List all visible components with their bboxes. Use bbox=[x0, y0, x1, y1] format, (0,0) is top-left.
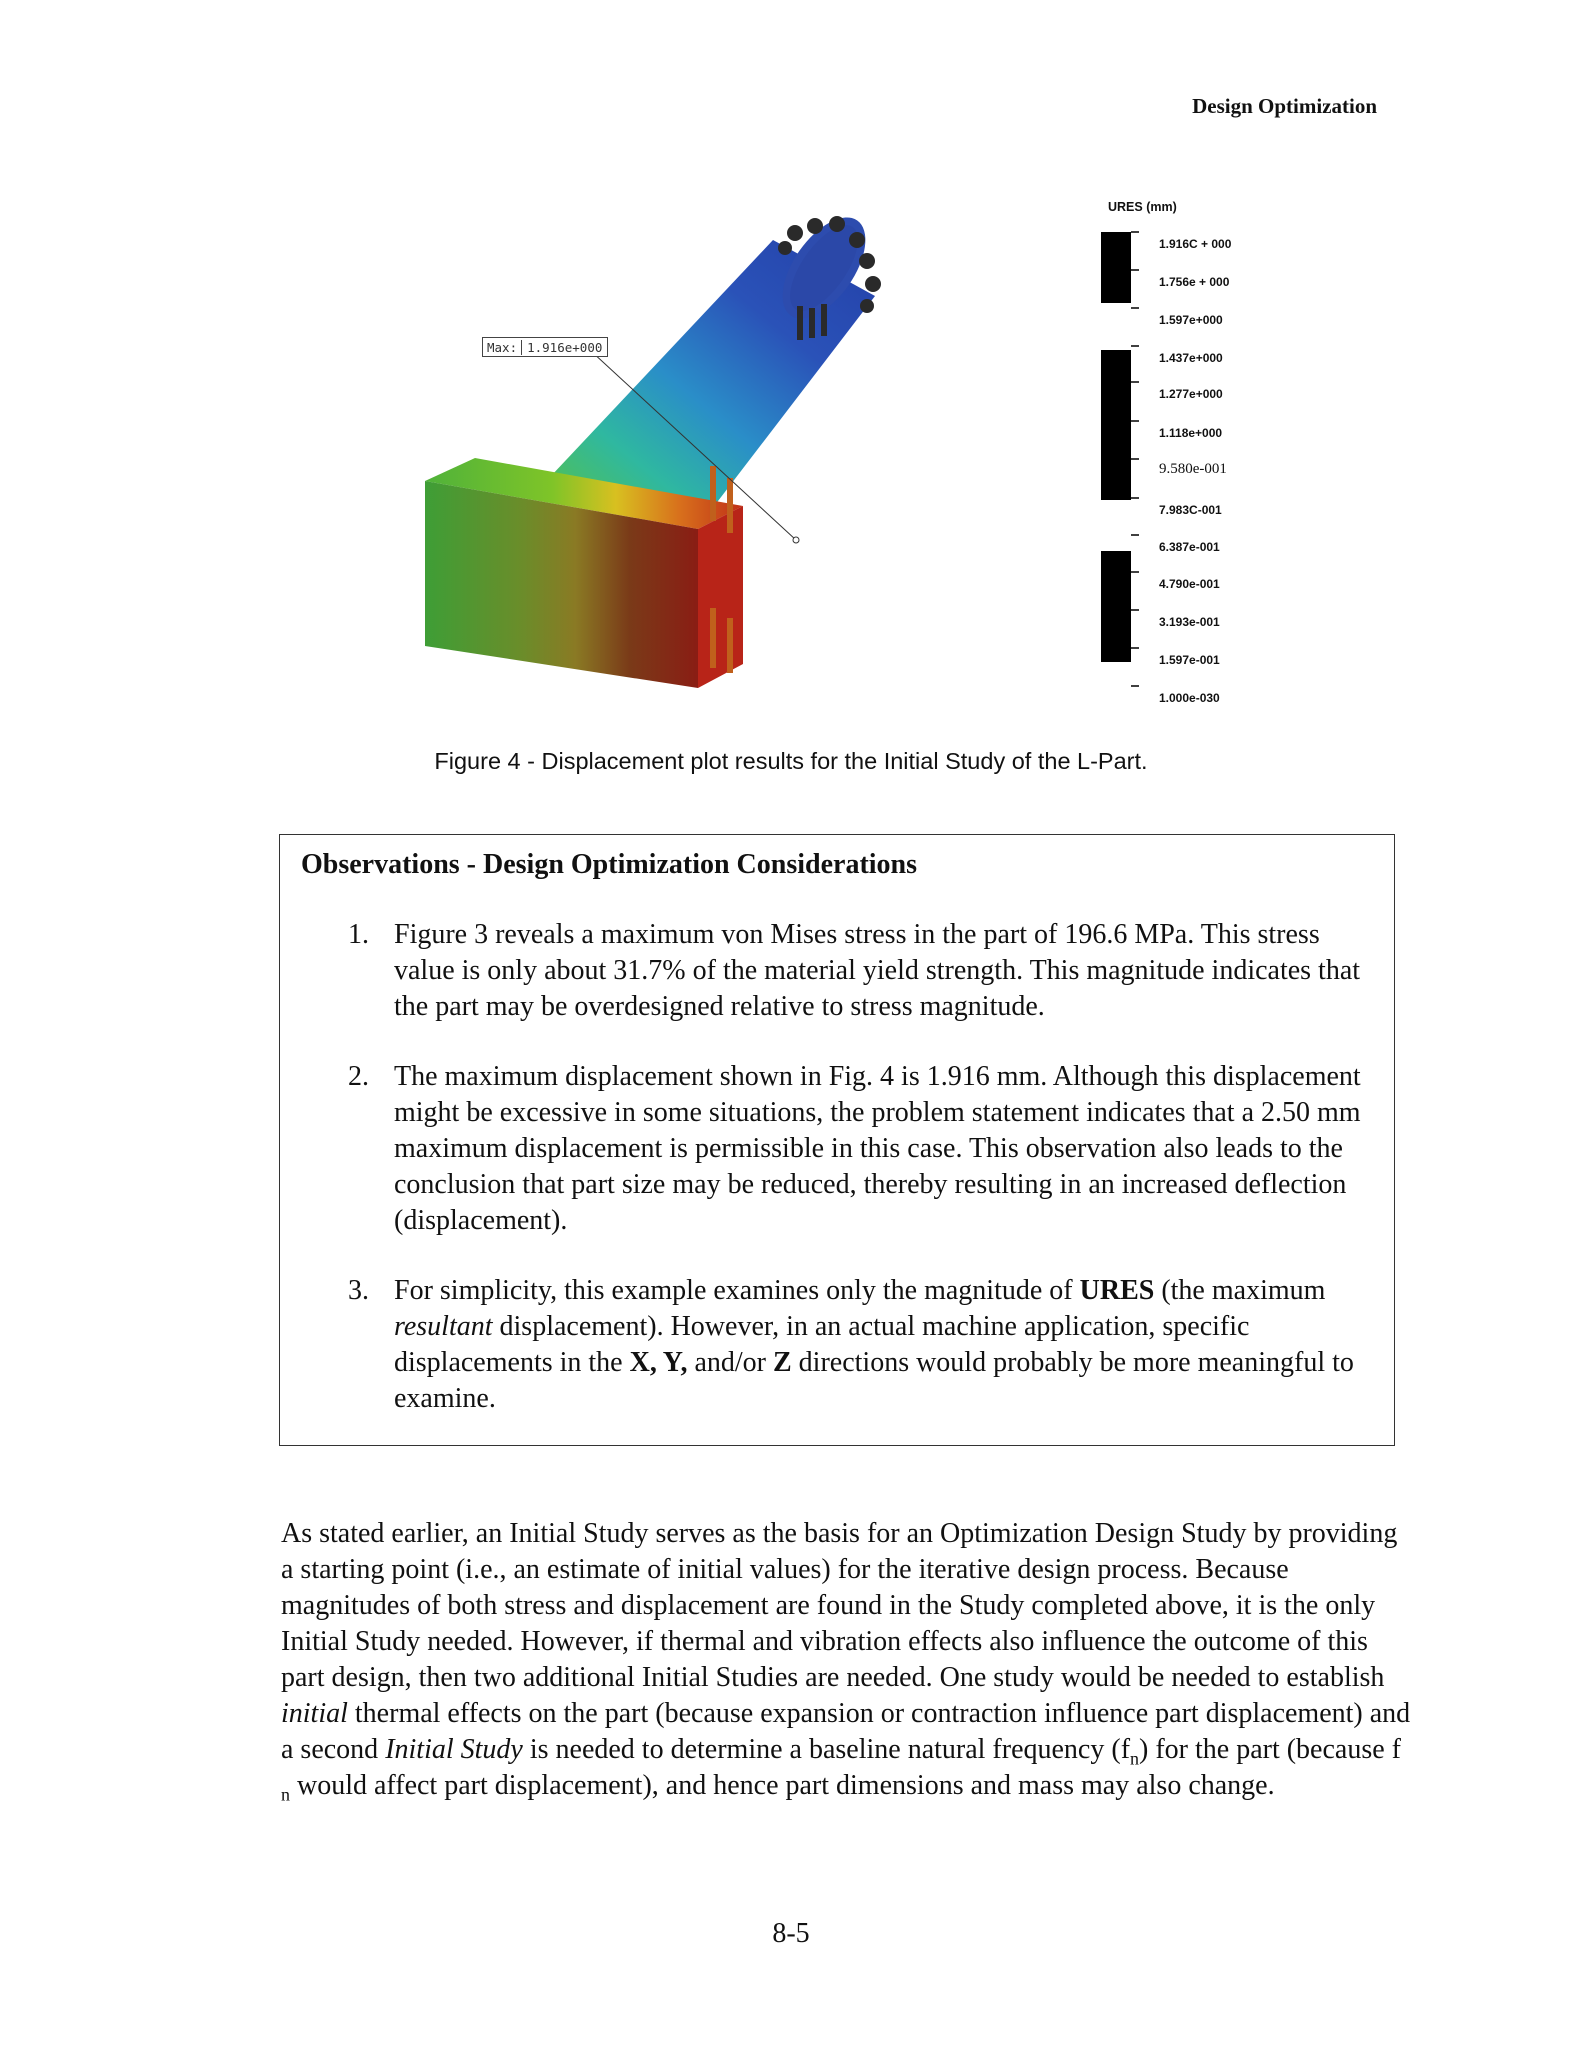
legend-label: 9.580e-001 bbox=[1159, 461, 1227, 477]
item-text: The maximum displacement shown in Fig. 4 is 1.916 mm. Although this displacement might be excessive in some situations, the problem statement indicates that a 2.50 mm maximum displacement is permissible in this case. This observation also leads to the conclusion that part size may be reduced, thereby resulting in an increased deflection (displacement). bbox=[394, 1061, 1361, 1236]
text-run: As stated earlier, an Initial Study serves as the basis for an Optimization Design Study by providing a starting point (i.e., an estimate of initial values) for the iterative design process. Because magnitudes of both stress and displacement are found in the Study completed above, it is the only Initial Study needed. However, if thermal and vibration effects also influence the outcome of this part design, then two additional Initial Studies are needed. One study would be needed to establish bbox=[281, 1518, 1398, 1693]
displacement-figure bbox=[405, 188, 1285, 718]
body-paragraph bbox=[281, 1516, 1411, 1804]
bold-term: Z bbox=[772, 1347, 792, 1378]
max-value: 1.916e+000 bbox=[527, 339, 603, 355]
legend-label: 1.118e+000 bbox=[1159, 426, 1223, 440]
text-run: displacement). However, in an actual machine application, specific displacements in the bbox=[394, 1311, 1250, 1378]
italic-term: Initial Study bbox=[385, 1734, 523, 1765]
max-key: Max: bbox=[483, 340, 522, 355]
list-item bbox=[280, 1059, 1394, 1239]
item-number: 3. bbox=[348, 1275, 369, 1306]
text-run: thermal effects on the part (because expansion or contraction influence part displacement) and a second bbox=[281, 1698, 1411, 1765]
running-head: Design Optimization bbox=[1192, 94, 1377, 118]
observations-box bbox=[279, 834, 1395, 1446]
subscript: n bbox=[1130, 1748, 1140, 1769]
text-run: ) for the part (because f bbox=[1139, 1734, 1401, 1765]
page-number: 8-5 bbox=[772, 1918, 810, 1949]
bold-term: X, Y, bbox=[629, 1347, 688, 1378]
subscript: n bbox=[281, 1784, 290, 1805]
text-run: would affect part displacement), and hence part dimensions and mass may also change. bbox=[290, 1770, 1275, 1801]
max-marker bbox=[482, 337, 608, 357]
legend-ticks bbox=[1131, 232, 1139, 686]
fea-displacement-plot bbox=[405, 188, 1285, 718]
text-run: and/or bbox=[687, 1347, 773, 1378]
list-item bbox=[280, 917, 1394, 1025]
legend-label: 1.437e+000 bbox=[1159, 351, 1223, 365]
legend-label: 1.597e-001 bbox=[1159, 653, 1220, 667]
item-text: Figure 3 reveals a maximum von Mises stress in the part of 196.6 MPa. This stress value is only about 31.7% of the material yield strength. This magnitude indicates that the part may be overdesigned relative to stress magnitude. bbox=[394, 919, 1361, 1022]
legend-label: 3.193e-001 bbox=[1159, 615, 1220, 629]
italic-term: initial bbox=[281, 1698, 348, 1729]
item-number: 1. bbox=[348, 919, 369, 950]
figure-caption: Figure 4 - Displacement plot results for the Initial Study of the L-Part. bbox=[434, 748, 1148, 774]
legend-title: URES (mm) bbox=[1108, 200, 1177, 214]
legend-label: 4.790e-001 bbox=[1159, 577, 1220, 591]
text-run: is needed to determine a baseline natural frequency (f bbox=[522, 1734, 1131, 1765]
legend-label: 7.983C-001 bbox=[1159, 503, 1222, 517]
cylinder-arm bbox=[535, 203, 882, 518]
item-number: 2. bbox=[348, 1061, 369, 1092]
legend-label: 1.916C + 000 bbox=[1159, 237, 1232, 251]
text-run: directions would probably be more meaningful to examine. bbox=[394, 1347, 1354, 1414]
legend-label: 1.597e+000 bbox=[1159, 313, 1223, 327]
item-text bbox=[394, 1275, 1354, 1414]
legend-color-bar bbox=[1101, 232, 1131, 662]
text-run: (the maximum bbox=[1154, 1275, 1326, 1306]
bold-term: URES bbox=[1079, 1275, 1155, 1306]
legend-label: 6.387e-001 bbox=[1159, 540, 1220, 554]
legend-label: 1.277e+000 bbox=[1159, 387, 1223, 401]
observations-list bbox=[280, 917, 1394, 1417]
observations-title: Observations - Design Optimization Considerations bbox=[301, 849, 918, 880]
list-item bbox=[280, 1273, 1394, 1417]
italic-term: resultant bbox=[394, 1311, 493, 1342]
legend-label: 1.756e + 000 bbox=[1159, 275, 1230, 289]
legend-label: 1.000e-030 bbox=[1159, 691, 1220, 705]
text-run: For simplicity, this example examines only the magnitude of bbox=[394, 1275, 1080, 1306]
